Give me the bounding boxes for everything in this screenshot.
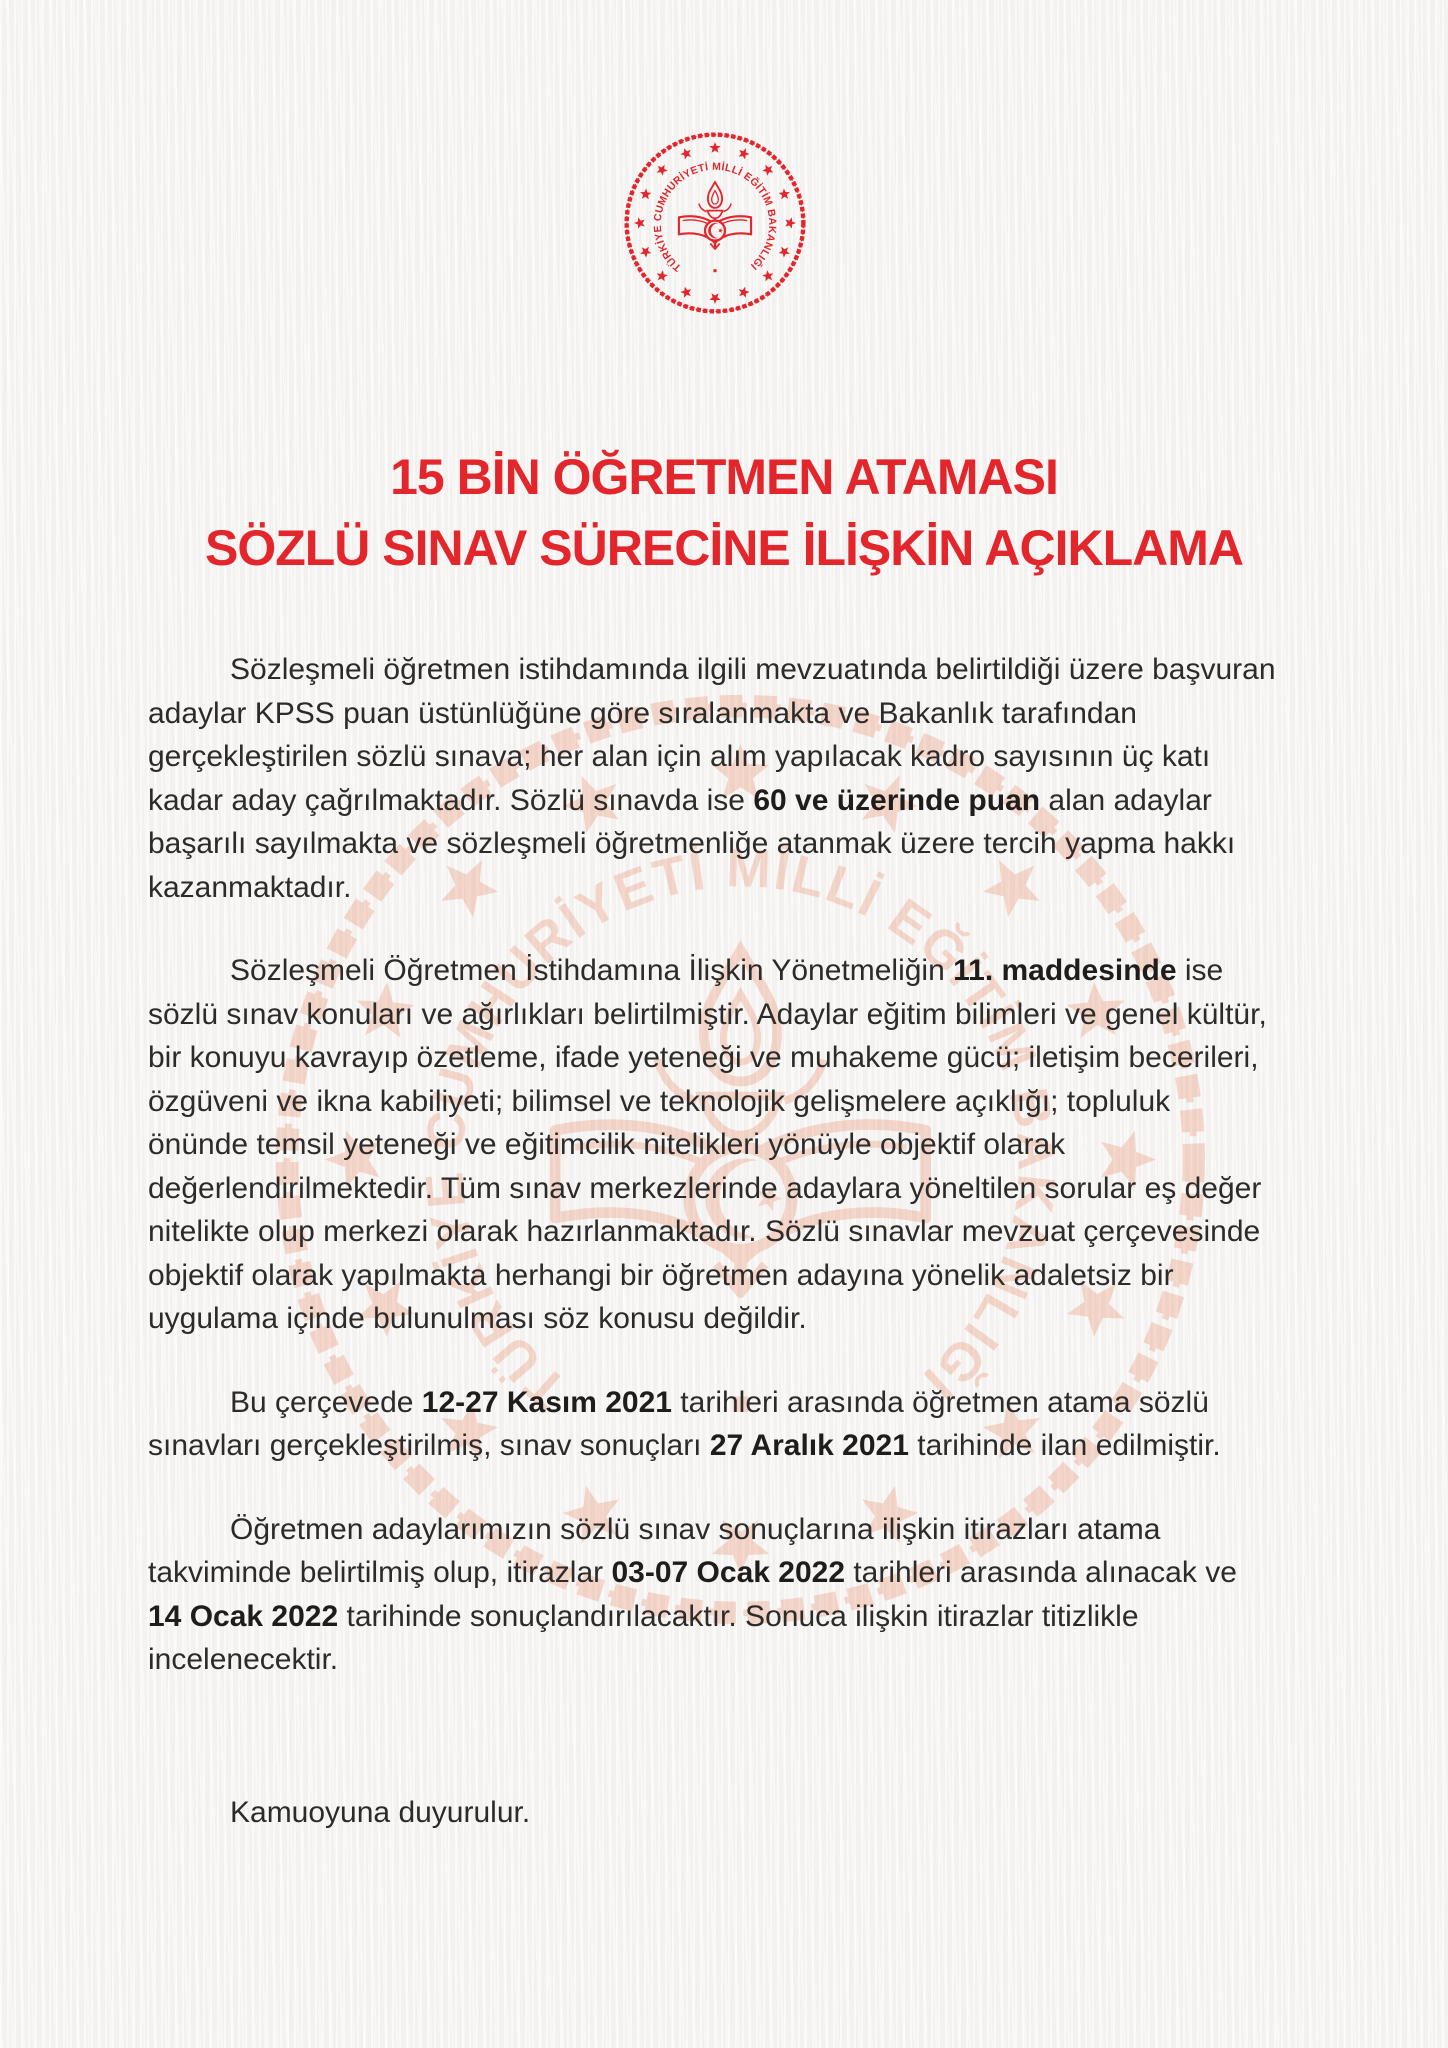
paragraph-2 (148, 949, 1278, 1341)
paragraph-4 (148, 1508, 1278, 1682)
paragraph-3-text-cont: tarihinde ilan edilmiştir. (908, 1429, 1221, 1462)
paragraph-4-bold-objection-dates: 03-07 Ocak 2022 (611, 1556, 846, 1589)
meb-logo-icon (620, 128, 810, 318)
paragraph-1-bold-score: 60 ve üzerinde puan (753, 783, 1041, 817)
paragraph-4-text-mid: tarihleri arasında alınacak ve (845, 1556, 1237, 1589)
paragraph-4-bold-final-date: 14 Ocak 2022 (148, 1599, 339, 1633)
paragraph-2-bold-article: 11. maddesinde (953, 954, 1177, 987)
paragraph-4-text: Öğretmen adaylarımızın sözlü sınav sonuçlarına ilişkin itirazları atama takviminde belirtilmiş olup, itirazlar (148, 1512, 1161, 1589)
closing-line-text: Kamuoyuna duyurulur. (230, 1795, 531, 1829)
paragraph-4-text-cont: tarihinde sonuçlandırılacaktır. Sonuca ilişkin itirazlar titizlikle incelenecektir. (148, 1599, 1139, 1676)
paragraph-3-text-mid: tarihleri arasında öğretmen atama sözlü sınavları gerçekleştirilmiş, sınav sonuçları (148, 1385, 1209, 1462)
paragraph-2-text-cont: ise sözlü sınav konuları ve ağırlıkları belirtilmiştir. Adaylar eğitim bilimleri ve genel kültür, bir konuyu kavrayıp özetleme, ifade yeteneği ve muhakeme gücü; iletişim becerileri, özgüveni ve ikna kabiliyeti; bilimsel ve teknolojik gelişmelere açıklığı; topluluk önünde temsil yeteneği ve eğitimcilik nitelikleri yönüyle objektif olarak değerlendirilmektedir. Tüm sınav merkezlerinde adaylara yöneltilen sorular eş değer nitelikte olup merkezi olarak hazırlanmaktadır. Sözlü sınavlar mevzuat çerçevesinde objektif olarak yapılmakta herhangi bir öğretmen adayına yönelik adaletsiz bir uygulama içinde bulunulması söz konusu değildir. (148, 954, 1267, 1335)
announcement-body (148, 648, 1278, 1874)
paragraph-3 (148, 1381, 1278, 1468)
page-title (0, 442, 1448, 584)
paragraph-1-text-cont: alan adaylar başarılı sayılmakta ve sözleşmeli öğretmenliğe atanmak üzere tercih yapma hakkı kazanmaktadır. (148, 783, 1236, 904)
paragraph-1 (148, 648, 1278, 909)
paragraph-3-bold-exam-dates: 12-27 Kasım 2021 (421, 1385, 672, 1419)
title-line-2: SÖZLÜ SINAV SÜRECİNE İLİŞKİN AÇIKLAMA (204, 520, 1244, 576)
title-line-1: 15 BİN ÖĞRETMEN ATAMASI (390, 449, 1058, 505)
paragraph-1-text: Sözleşmeli öğretmen istihdamında ilgili mevzuatında belirtildiği üzere başvuran adaylar KPSS puan üstünlüğüne göre sıralanmakta ve Bakanlık tarafından gerçekleştirilen sözlü sınava; her alan için alım yapılacak kadro sayısının üç katı kadar aday çağrılmaktadır. Sözlü sınavda ise (148, 653, 1276, 817)
paragraph-3-bold-result-date: 27 Aralık 2021 (709, 1429, 909, 1462)
paragraph-3-text: Bu çerçevede (230, 1385, 422, 1419)
closing-line (148, 1791, 1278, 1835)
paragraph-2-text: Sözleşmeli Öğretmen İstihdamına İlişkin Yönetmeliğin (230, 954, 954, 987)
